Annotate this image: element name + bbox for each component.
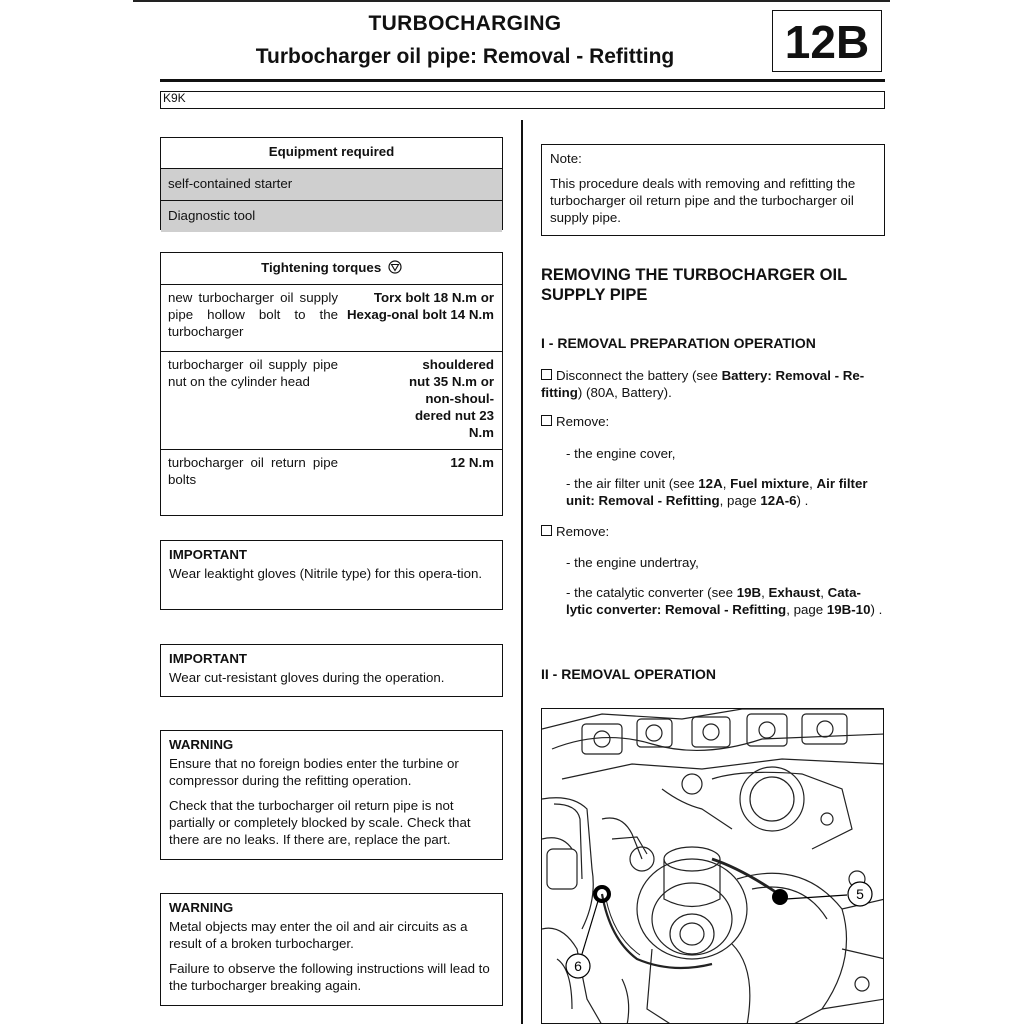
torque-row: new turbocharger oil supply pipe hollow bolt to the turbocharger Torx bolt 18 N.m or Hexag-onal bolt 14 N.m (161, 285, 502, 352)
callout-6-label: 6 (574, 958, 582, 974)
warning-heading: WARNING (169, 737, 234, 752)
step-remove: Remove: (541, 413, 609, 430)
subsection-heading: II - REMOVAL OPERATION (541, 666, 717, 682)
section-code: 12B (772, 10, 882, 72)
torque-wrench-icon (388, 260, 402, 274)
warning-box (160, 730, 503, 860)
item-undertray: - the engine undertray, (566, 555, 699, 570)
checkbox-bullet-icon (541, 525, 552, 536)
step-remove: Remove: (541, 523, 609, 540)
note-label: Note: (550, 151, 582, 166)
checkbox-bullet-icon (541, 369, 552, 380)
torque-row: turbocharger oil supply pipe nut on the cylinder head shouldered nut 35 N.m or non-shoul-dered nut 23 N.m (161, 352, 502, 450)
warning-text: Metal objects may enter the oil and air circuits as a result of a broken turbocharger. (169, 919, 468, 951)
top-border (133, 0, 890, 2)
warning-text: Ensure that no foreign bodies enter the turbine or compressor during the refitting operation. (169, 756, 459, 788)
torque-heading: Tightening torques (161, 253, 502, 285)
note-text: This procedure deals with removing and refitting the turbocharger oil return pipe and the turbocharger oil supply pipe. (550, 176, 856, 225)
important-box (160, 644, 503, 697)
equipment-table (160, 137, 503, 230)
important-text: Wear cut-resistant gloves during the operation. (169, 670, 445, 685)
torque-row: turbocharger oil return pipe bolts 12 N.m (168, 455, 494, 487)
engine-illustration (541, 708, 884, 1024)
turbocharger-drawing (542, 709, 884, 1024)
engine-model-bar: K9K (160, 91, 885, 109)
note-box (541, 144, 885, 236)
equipment-item: Diagnostic tool (161, 201, 502, 232)
important-box (160, 540, 503, 610)
checkbox-bullet-icon (541, 415, 552, 426)
step-disconnect-battery: Disconnect the battery (see Battery: Removal - Re-fitting) (80A, Battery). (541, 368, 865, 400)
callout-5-label: 5 (856, 886, 864, 902)
important-heading: IMPORTANT (169, 547, 248, 562)
torque-table (160, 252, 503, 516)
fitting-5-marker (773, 890, 787, 904)
warning-heading: WARNING (169, 900, 234, 915)
warning-text: Check that the turbocharger oil return pipe is not partially or completely blocked by scale. Check that there are no leaks. If there are, replace the part. (169, 798, 471, 847)
important-text: Wear leaktight gloves (Nitrile type) for this opera-tion. (169, 566, 483, 581)
item-catalytic-converter: - the catalytic converter (see 19B, Exhaust, Cata-lytic converter: Removal - Refitting, page 19B-10) . (566, 585, 883, 617)
important-heading: IMPORTANT (169, 651, 248, 666)
page-subtitle: Turbocharger oil pipe: Removal - Refitting (255, 45, 675, 68)
item-engine-cover: - the engine cover, (566, 446, 676, 461)
item-air-filter: - the air filter unit (see 12A, Fuel mixture, Air filter unit: Removal - Refitting, page 12A-6) . (566, 476, 868, 508)
equipment-item: self-contained starter (161, 169, 502, 201)
subsection-heading: I - REMOVAL PREPARATION OPERATION (541, 335, 816, 351)
page-title: TURBOCHARGING (368, 12, 562, 35)
warning-box (160, 893, 503, 1006)
link-battery: Battery: Removal - Re-fitting (541, 368, 865, 400)
header-divider (160, 79, 885, 82)
column-divider (521, 120, 523, 1024)
equipment-heading: Equipment required (161, 138, 502, 169)
warning-text: Failure to observe the following instructions will lead to the turbocharger breaking again. (169, 961, 490, 993)
section-heading: REMOVING THE TURBOCHARGER OIL SUPPLY PIPE (541, 266, 847, 304)
